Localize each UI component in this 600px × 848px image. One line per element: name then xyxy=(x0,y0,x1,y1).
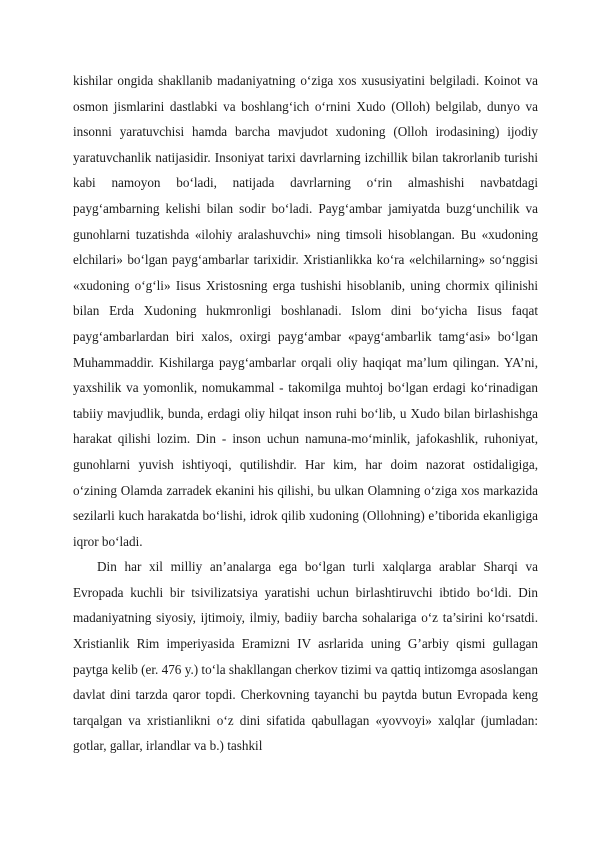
body-text xyxy=(73,68,538,759)
paragraph-1: kishilar ongida shakllanib madaniyatning o‘ziga xos xususiyatini belgiladi. Koinot va osmon jismlarini dastlabki va boshlang‘ich o‘rnini Xudo (Olloh) belgilab, dunyo va insonni yaratuvchisi hamda barcha mavjudot xudoning (Olloh irodasining) ijodiy yaratuvchanlik natijasidir. Insoniyat tarixi davrlarning izchillik bilan takrorlanib turishi kabi namoyon bo‘ladi, natijada davrlarning o‘rin almashishi navbatdagi payg‘ambarning kelishi bilan sodir bo‘ladi. Payg‘ambar jamiyatda buzg‘unchilik va gunohlarni tuzatishda «ilohiy aralashuvchi» ning timsoli hisoblangan. Bu «xudoning elchilari» bo‘lgan payg‘ambarlar tarixidir. Xristianlikka ko‘ra «elchilarning» so‘nggisi «xudoning o‘g‘li» Iisus Xristosning erga tushishi hisoblanib, uning chormix qilinishi bilan Erda Xudoning hukmronligi boshlanadi. Islom dini bo‘yicha Iisus faqat payg‘ambarlardan biri xalos, oxirgi payg‘ambar «payg‘ambarlik tamg‘asi» bo‘lgan Muhammaddir. Kishilarga payg‘ambarlar orqali oliy haqiqat ma’lum qilingan. YA’ni, yaxshilik va yomonlik, nomukammal - takomilga muhtoj bo‘lgan erdagi ko‘rinadigan tabiiy mavjudlik, bunda, erdagi oliy hilqat inson ruhi bo‘lib, u Xudo bilan birlashishga harakat qilishi lozim. Din - inson uchun namuna-mo‘minlik, jafokashlik, ruhoniyat, gunohlarni yuvish ishtiyoqi, qutilishdir. Har kim, har doim nazorat ostidaligiga, o‘zining Olamda zarradek ekanini his qilishi, bu ulkan Olamning o‘ziga xos markazida sezilarli kuch harakatda bo‘lishi, idrok qilib xudoning (Ollohning) e’tiborida ekanligiga iqror bo‘ladi. xyxy=(73,73,538,549)
paragraph-2: Din har xil milliy an’analarga ega bo‘lgan turli xalqlarga arablar Sharqi va Evropada kuchli bir tsivilizatsiya yaratishi uchun birlashtiruvchi ibtido bo‘ldi. Din madaniyatning siyosiy, ijtimoiy, ilmiy, badiiy barcha sohalariga o‘z ta’sirini ko‘rsatdi. Xristianlik Rim imperiyasida Eramizni IV asrlarida uning G’arbiy qismi gullagan paytga kelib (er. 476 y.) to‘la shakllangan cherkov tizimi va qattiq intizomga asoslangan davlat dini tarzda qaror topdi. Cherkovning tayanchi bu paytda butun Evropada keng tarqalgan va xristianlikni o‘z dini sifatida qabullagan «yovvoyi» xalqlar (jumladan: gotlar, gallar, irlandlar va b.) tashkil xyxy=(73,559,538,754)
